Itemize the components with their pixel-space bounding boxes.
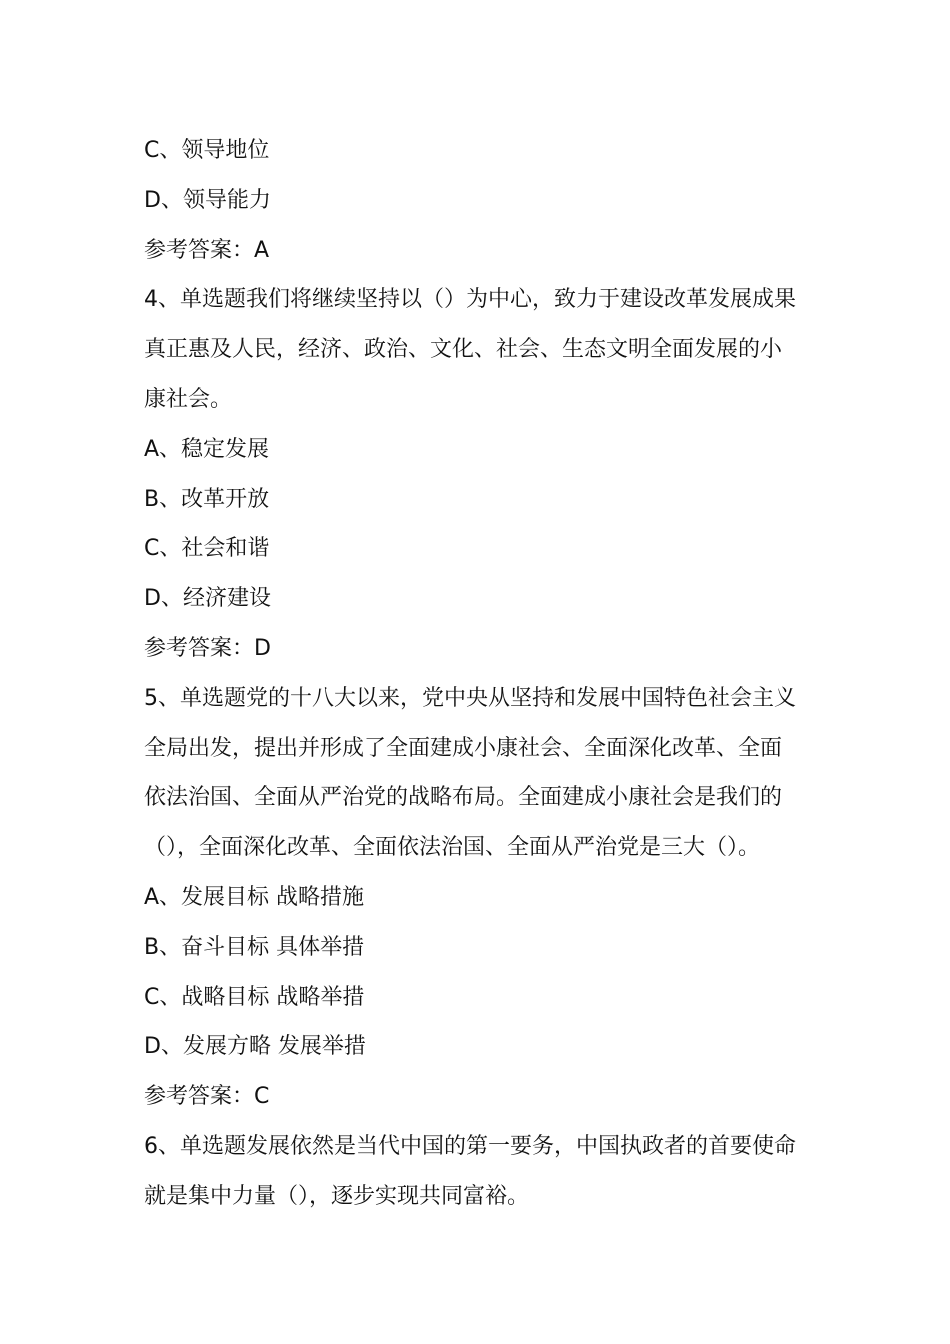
question-5-line-4: （），全面深化改革、全面依法治国、全面从严治党是三大（）。 <box>144 835 761 861</box>
option-a-q5: A、发展目标 战略措施 <box>144 884 365 910</box>
question-6-line-2: 就是集中力量（），逐步实现共同富裕。 <box>144 1183 530 1209</box>
option-d-q4: D、经济建设 <box>144 586 271 612</box>
document-body <box>144 126 812 1222</box>
option-b-q5: B、奋斗目标 具体举措 <box>144 934 365 960</box>
option-d-q3: D、领导能力 <box>144 187 271 213</box>
option-b-q4: B、改革开放 <box>144 486 270 512</box>
answer-q5: 参考答案：C <box>144 1084 270 1110</box>
option-a-q4: A、稳定发展 <box>144 436 270 462</box>
question-5-line-2: 全局出发，提出并形成了全面建成小康社会、全面深化改革、全面 <box>144 735 783 761</box>
answer-q4: 参考答案：D <box>144 635 271 661</box>
option-c-q5: C、战略目标 战略举措 <box>144 984 365 1010</box>
option-c-q4: C、社会和谐 <box>144 536 270 562</box>
answer-q3: 参考答案：A <box>144 237 270 263</box>
question-4-line-1: 4、单选题我们将继续坚持以（）为中心，致力于建设改革发展成果 <box>144 287 796 313</box>
question-6-line-1: 6、单选题发展依然是当代中国的第一要务，中国执政者的首要使命 <box>144 1133 796 1159</box>
option-c-q3: C、领导地位 <box>144 138 270 163</box>
question-5-line-3: 依法治国、全面从严治党的战略布局。全面建成小康社会是我们的 <box>144 785 783 811</box>
question-4-line-2: 真正惠及人民，经济、政治、文化、社会、生态文明全面发展的小 <box>144 337 783 363</box>
question-4-line-3: 康社会。 <box>144 386 233 412</box>
option-d-q5: D、发展方略 发展举措 <box>144 1034 366 1060</box>
question-5-line-1: 5、单选题党的十八大以来，党中央从坚持和发展中国特色社会主义 <box>144 685 796 711</box>
